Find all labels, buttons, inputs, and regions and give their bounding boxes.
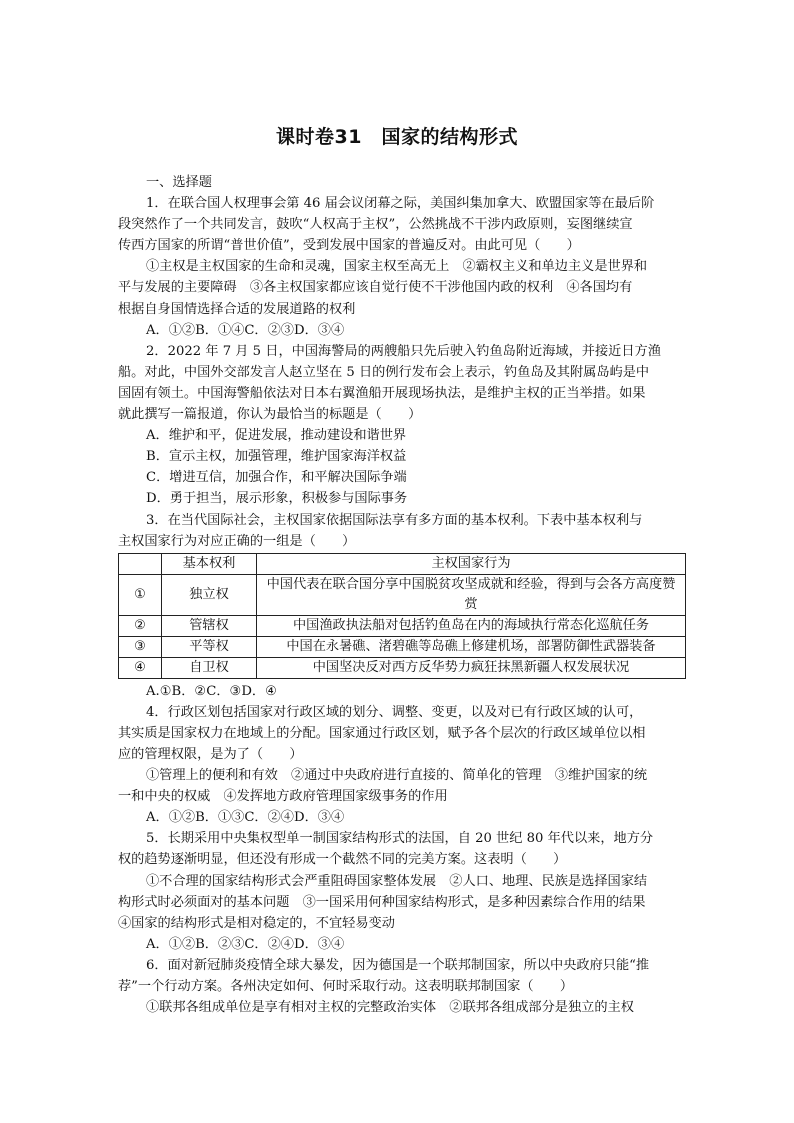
question-3 bbox=[118, 510, 686, 702]
statement-text: 根据自身国情选择合适的发展道路的权利 bbox=[118, 301, 356, 317]
table-row bbox=[119, 636, 686, 657]
question-text: 其实质是国家权力在地域上的分配。国家通过行政区划，赋予各个层次的行政区域单位以相 bbox=[118, 725, 646, 741]
table-cell-right: 独立权 bbox=[162, 574, 257, 615]
table-cell-num: ① bbox=[119, 574, 162, 615]
statement-text: ①不合理的国家结构形式会严重阻碍国家整体发展 ②人口、地理、民族是选择国家结 bbox=[146, 873, 648, 889]
document-body bbox=[118, 172, 686, 1018]
question-text: 船。对此，中国外交部发言人赵立坚在 5 日的例行发布会上表示，钓鱼岛及其附属岛屿是中 bbox=[118, 364, 650, 380]
question-2 bbox=[118, 341, 686, 510]
question-1 bbox=[118, 193, 686, 341]
question-text: 应的管理权限，是为了（ ） bbox=[118, 746, 303, 762]
table-cell-num: ④ bbox=[119, 657, 162, 678]
question-text: 就此撰写一篇报道，你认为最恰当的标题是（ ） bbox=[118, 407, 422, 423]
rights-table bbox=[118, 553, 686, 679]
table-cell-num: ② bbox=[119, 615, 162, 636]
table-cell-right: 平等权 bbox=[162, 636, 257, 657]
question-text: 荐”一个行动方案。各州决定如何、何时采取行动。这表明联邦制国家（ ） bbox=[118, 979, 574, 994]
table-cell-action bbox=[257, 574, 686, 615]
question-text: 权的趋势逐渐明显，但还没有形成一个截然不同的完美方案。这表明（ ） bbox=[118, 852, 567, 868]
table-header-cell bbox=[119, 553, 162, 574]
question-text: 主权国家行为对应正确的一组是（ ） bbox=[118, 533, 356, 549]
answer-options: A．①②B．①③C．②④D．③④ bbox=[146, 810, 345, 826]
statement-text: 平与发展的主要障碍 ③各主权国家都应该自觉行使不干涉他国内政的权利 ④各国均有 bbox=[118, 280, 633, 296]
table-header-cell: 主权国家行为 bbox=[257, 553, 686, 574]
statement-text: 一和中央的权威 ④发挥地方政府管理国家级事务的作用 bbox=[118, 789, 448, 805]
table-row bbox=[119, 574, 686, 615]
question-text: 4．行政区划包括国家对行政区域的划分、调整、变更，以及对已有行政区域的认可， bbox=[146, 704, 643, 720]
table-cell-num: ③ bbox=[119, 636, 162, 657]
answer-options: A．①②B．①④C．②③D．③④ bbox=[146, 322, 345, 338]
question-text: 5．长期采用中央集权型单一制国家结构形式的法国，自 20 世纪 80 年代以来，地方分 bbox=[146, 831, 654, 847]
question-text: 1．在联合国人权理事会第 46 届会议闭幕之际，美国纠集加拿大、欧盟国家等在最后阶 bbox=[146, 196, 655, 212]
question-text: 段突然作了一个共同发言，鼓吹“人权高于主权”，公然挑战不干涉内政原则，妄图继续宣 bbox=[118, 217, 633, 233]
question-text: 2．2022 年 7 月 5 日，中国海警局的两艘船只先后驶入钓鱼岛附近海域，并接近日方渔 bbox=[146, 343, 661, 359]
statement-text: 构形式时必须面对的基本问题 ③一国采用何种国家结构形式，是多种因素综合作用的结果 bbox=[118, 894, 646, 910]
answer-option-b: B．宣示主权，加强管理，维护国家海洋权益 bbox=[146, 449, 407, 465]
question-text: 6．面对新冠肺炎疫情全球大暴发，因为德国是一个联邦制国家，所以中央政府只能“推 bbox=[146, 957, 650, 973]
statement-text: ①管理上的便利和有效 ②通过中央政府进行直接的、简单化的管理 ③维护国家的统 bbox=[146, 768, 648, 784]
answer-options: A．①②B．②③C．②④D．③④ bbox=[146, 936, 345, 952]
section-heading: 一、选择题 bbox=[146, 175, 212, 190]
table-cell-action-line: 中国代表在联合国分享中国脱贫攻坚成就和经验，得到与会各方高度赞 bbox=[266, 576, 676, 592]
question-text: 传西方国家的所谓“普世价值”，受到发展中国家的普遍反对。由此可见（ ） bbox=[118, 238, 580, 254]
page-title: 课时卷31 国家的结构形式 bbox=[276, 126, 518, 148]
table-cell-action: 中国在永暑礁、渚碧礁等岛礁上修建机场，部署防御性武器装备 bbox=[257, 636, 686, 657]
answer-option-c: C．增进互信，加强合作，和平解决国际争端 bbox=[146, 470, 407, 486]
statement-text: ①主权是主权国家的生命和灵魂，国家主权至高无上 ②霸权主义和单边主义是世界和 bbox=[146, 259, 648, 275]
table-cell-action: 中国坚决反对西方反华势力疯狂抹黑新疆人权发展状况 bbox=[257, 657, 686, 678]
question-text: 3．在当代国际社会，主权国家依据国际法享有多方面的基本权利。下表中基本权利与 bbox=[146, 512, 643, 528]
table-header-cell: 基本权利 bbox=[162, 553, 257, 574]
table-row bbox=[119, 657, 686, 678]
question-text: 国固有领土。中国海警船依法对日本右翼渔船开展现场执法，是维护主权的正当举措。如果 bbox=[118, 385, 646, 401]
table-row bbox=[119, 615, 686, 636]
question-6 bbox=[118, 955, 686, 1018]
answer-option-a: A．维护和平，促进发展，推动建设和谐世界 bbox=[146, 428, 407, 444]
table-header-row bbox=[119, 553, 686, 574]
question-5 bbox=[118, 828, 686, 955]
table-cell-action: 中国渔政执法船对包括钓鱼岛在内的海域执行常态化巡航任务 bbox=[257, 615, 686, 636]
statement-text: ④国家的结构形式是相对稳定的，不宜轻易变动 bbox=[118, 915, 395, 931]
table-cell-action-line: 赏 bbox=[464, 596, 478, 612]
answer-options: A.①B．②C．③D．④ bbox=[146, 683, 277, 699]
question-4 bbox=[118, 702, 686, 829]
answer-option-d: D．勇于担当，展示形象，积极参与国际事务 bbox=[146, 491, 408, 507]
table-cell-right: 自卫权 bbox=[162, 657, 257, 678]
statement-text: ①联邦各组成单位是享有相对主权的完整政治实体 ②联邦各组成部分是独立的主权 bbox=[146, 1000, 634, 1016]
table-cell-right: 管辖权 bbox=[162, 615, 257, 636]
